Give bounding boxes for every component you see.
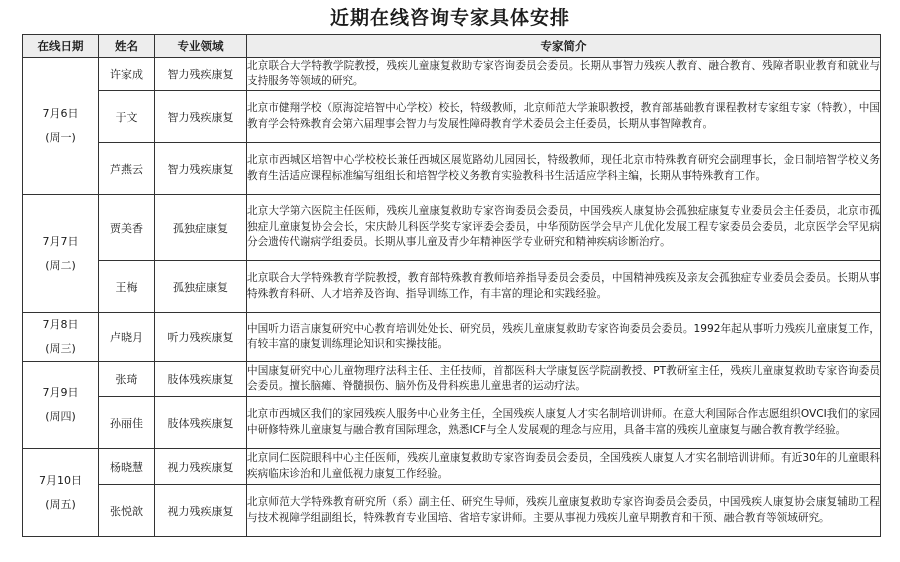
expert-intro: 北京市健翔学校（原海淀培智中心学校）校长，特级教师，北京师范大学兼职教授，教育部基础教育课程教材专家组专家（特教），中国教育学会特殊教育会第六届理事会智力与发展性障碍教育学术委员会主任委员，长期从事智障教育。 <box>247 91 881 143</box>
table-row <box>23 91 881 143</box>
expert-name: 张悦歆 <box>99 485 155 537</box>
table-row <box>23 485 881 537</box>
expert-field: 肢体残疾康复 <box>155 397 247 449</box>
expert-field: 智力残疾康复 <box>155 58 247 91</box>
weekday-label: (周四) <box>45 410 76 423</box>
expert-schedule-table <box>22 34 881 537</box>
header-date: 在线日期 <box>23 35 99 58</box>
expert-intro: 北京市西城区我们的家园残疾人服务中心业务主任，全国残疾人康复人才实名制培训讲师。在意大利国际合作志愿组织OVCI我们的家园中研修特殊儿童康复与融合教育国际理念，熟悉ICF与全人发展观的理念与应用，具备丰富的残疾儿童康复与融合教育教学经验。 <box>247 397 881 449</box>
expert-field: 智力残疾康复 <box>155 91 247 143</box>
table-row <box>23 195 881 261</box>
date-cell <box>23 58 99 195</box>
expert-intro: 北京联合大学特殊教育学院教授，教育部特殊教育教师培养指导委员会委员，中国精神残疾及亲友会孤独症专业委员会委员。长期从事特殊教育科研、人才培养及咨询、指导训练工作，有丰富的理论和实践经验。 <box>247 261 881 313</box>
expert-name: 许家成 <box>99 58 155 91</box>
date-cell <box>23 449 99 537</box>
expert-name: 杨晓慧 <box>99 449 155 485</box>
expert-name: 张琦 <box>99 362 155 397</box>
expert-name: 贾美香 <box>99 195 155 261</box>
table-row <box>23 397 881 449</box>
expert-field: 孤独症康复 <box>155 195 247 261</box>
header-name: 姓名 <box>99 35 155 58</box>
date-cell <box>23 195 99 313</box>
table-row <box>23 362 881 397</box>
expert-field: 视力残疾康复 <box>155 449 247 485</box>
weekday-label: (周五) <box>45 497 76 511</box>
weekday-label: (周二) <box>45 258 76 272</box>
date-cell <box>23 362 99 449</box>
date-label: 7月6日 <box>42 107 79 120</box>
date-label: 7月9日 <box>42 386 79 399</box>
table-row <box>23 313 881 362</box>
table-row <box>23 143 881 195</box>
expert-name: 王梅 <box>99 261 155 313</box>
table-row <box>23 58 881 91</box>
weekday-label: (周三) <box>45 342 76 355</box>
date-cell <box>23 313 99 362</box>
expert-field: 智力残疾康复 <box>155 143 247 195</box>
table-row <box>23 261 881 313</box>
expert-intro: 北京联合大学特教学院教授，残疾儿童康复救助专家咨询委员会委员。长期从事智力残疾人教育、融合教育、残障者职业教育和就业与支持服务等领域的研究。 <box>247 58 881 91</box>
header-row <box>23 35 881 58</box>
page-title: 近期在线咨询专家具体安排 <box>329 7 570 29</box>
expert-name: 卢晓月 <box>99 313 155 362</box>
date-label: 7月7日 <box>42 234 79 248</box>
date-label: 7月8日 <box>42 318 79 331</box>
table-row <box>23 449 881 485</box>
expert-field: 视力残疾康复 <box>155 485 247 537</box>
expert-intro: 北京大学第六医院主任医师，残疾儿童康复救助专家咨询委员会委员，中国残疾人康复协会孤独症康复专业委员会主任委员，北京市孤独症儿童康复协会会长，宋庆龄儿科医学奖专家评委会委员，中华预防医学会早产儿优化发展工程专家委员会委员，北京医学会罕见病分会遗传代谢病学组委员。长期从事儿童及青少年精神医学专业研究和精神疾病诊断治疗。 <box>247 195 881 261</box>
date-label: 7月10日 <box>39 473 82 487</box>
header-field: 专业领域 <box>155 35 247 58</box>
expert-intro: 北京师范大学特殊教育研究所（系）副主任、研究生导师，残疾儿童康复救助专家咨询委员会委员，中国残疾人康复协会康复辅助工程与技术视障学组副组长，特殊教育专业国培、省培专家讲师。主要从事视力残疾儿童早期教育和干预、融合教育等领域研究。 <box>247 485 881 537</box>
expert-field: 听力残疾康复 <box>155 313 247 362</box>
expert-intro: 中国康复研究中心儿童物理疗法科主任、主任技师，首都医科大学康复医学院副教授、PT教研室主任，残疾儿童康复救助专家咨询委员会委员。擅长脑瘫、脊髓损伤、脑外伤及骨科疾患儿童患者的运动疗法。 <box>247 362 881 397</box>
expert-name: 于文 <box>99 91 155 143</box>
expert-intro: 北京市西城区培智中心学校校长兼任西城区展览路幼儿园园长，特级教师，现任北京市特殊教育研究会副理事长，金日制培智学校义务教育生活适应课程标准编写组组长和培智学校义务教育实验教科书生活适应学科主编，长期从事特殊教育工作。 <box>247 143 881 195</box>
expert-intro: 北京同仁医院眼科中心主任医师，残疾儿童康复救助专家咨询委员会委员，全国残疾人康复人才实名制培训讲师。有近30年的儿童眼科疾病临床诊治和儿童低视力康复工作经验。 <box>247 449 881 485</box>
expert-field: 孤独症康复 <box>155 261 247 313</box>
expert-name: 孙丽佳 <box>99 397 155 449</box>
expert-field: 肢体残疾康复 <box>155 362 247 397</box>
expert-intro: 中国听力语言康复研究中心教育培训处处长、研究员，残疾儿童康复救助专家咨询委员会委员。1992年起从事听力残疾儿童康复工作，有较丰富的康复训练理论知识和实操技能。 <box>247 313 881 362</box>
header-intro: 专家简介 <box>247 35 881 58</box>
expert-name: 芦燕云 <box>99 143 155 195</box>
weekday-label: (周一) <box>45 131 76 144</box>
